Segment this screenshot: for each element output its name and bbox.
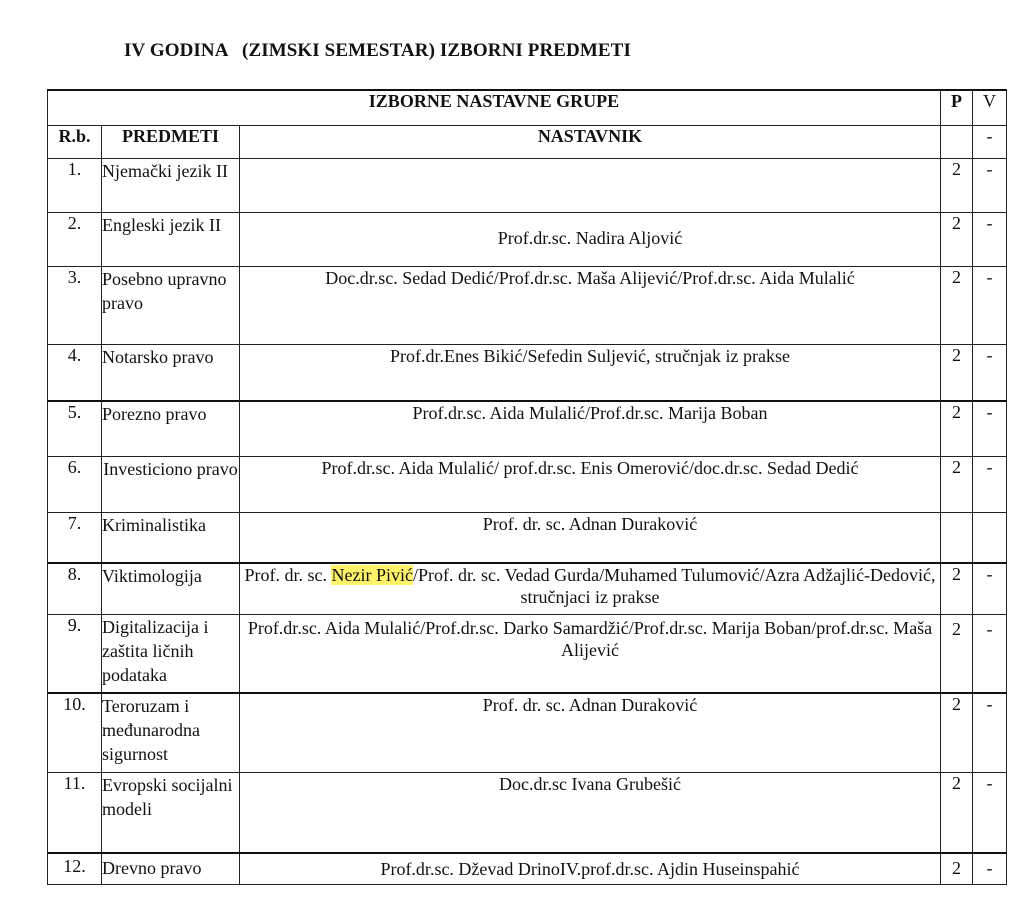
teacher-cell — [240, 159, 941, 213]
table-row — [48, 773, 1007, 853]
v-cell: - — [973, 213, 1007, 267]
v-cell: - — [973, 345, 1007, 401]
row-number: 4. — [48, 345, 102, 401]
subject-header: PREDMETI — [102, 126, 240, 159]
teacher-cell: Prof.dr.sc. Aida Mulalić/Prof.dr.sc. Darko Samardžić/Prof.dr.sc. Marija Boban/prof.dr.sc. Maša Alijević — [240, 615, 941, 693]
table-row — [48, 345, 1007, 401]
row-number: 9. — [48, 615, 102, 693]
p-cell: 2 — [941, 693, 973, 773]
v-cell: - — [973, 159, 1007, 213]
page-title: IV GODINA (ZIMSKI SEMESTAR) IZBORNI PREDMETI — [124, 40, 631, 61]
p-cell: 2 — [941, 345, 973, 401]
table-row — [48, 159, 1007, 213]
row-number: 2. — [48, 213, 102, 267]
row-number: 10. — [48, 693, 102, 773]
teacher-cell: Prof. dr. sc. Adnan Duraković — [240, 693, 941, 773]
row-number: 11. — [48, 773, 102, 853]
teacher-cell: Doc.dr.sc Ivana Grubešić — [240, 773, 941, 853]
v-cell: - — [973, 773, 1007, 853]
table-header-row — [48, 90, 1007, 126]
row-number: 1. — [48, 159, 102, 213]
table-row — [48, 457, 1007, 513]
group-header: IZBORNE NASTAVNE GRUPE — [48, 90, 941, 126]
table-row — [48, 213, 1007, 267]
v-header-dash: - — [973, 126, 1007, 159]
table-row — [48, 401, 1007, 457]
subject-cell: Viktimologija — [102, 563, 240, 615]
p-cell: 2 — [941, 457, 973, 513]
teacher-cell: Prof. dr. sc. Adnan Duraković — [240, 513, 941, 563]
row-number: 8. — [48, 563, 102, 615]
subject-cell: Notarsko pravo — [102, 345, 240, 401]
teacher-cell — [240, 563, 941, 615]
v-cell — [973, 513, 1007, 563]
table-row — [48, 693, 1007, 773]
p-cell: 2 — [941, 159, 973, 213]
rb-header: R.b. — [48, 126, 102, 159]
teacher-text-post: /Prof. dr. sc. Vedad Gurda/Muhamed Tulumović/Azra Adžajlić-Dedović, stručnjaci iz prakse — [412, 564, 936, 607]
teacher-cell: Prof.dr.Enes Bikić/Sefedin Suljević, stručnjak iz prakse — [240, 345, 941, 401]
p-cell — [941, 513, 973, 563]
subject-cell: Drevno pravo — [102, 853, 240, 885]
p-cell: 2 — [941, 401, 973, 457]
subject-cell: Kriminalistika — [102, 513, 240, 563]
highlighted-name: Nezir Pivić — [331, 564, 413, 585]
row-number: 12. — [48, 853, 102, 885]
elective-courses-table — [47, 89, 1007, 885]
subject-cell: Digitalizacija i zaštita ličnih podataka — [102, 615, 240, 693]
table-row — [48, 513, 1007, 563]
v-cell: - — [973, 457, 1007, 513]
v-cell: - — [973, 563, 1007, 615]
v-cell: - — [973, 267, 1007, 345]
v-header: V — [973, 90, 1007, 126]
p-cell: 2 — [941, 615, 973, 693]
table-row — [48, 615, 1007, 693]
row-number: 3. — [48, 267, 102, 345]
subject-cell: Teroruzam i međunarodna sigurnost — [102, 693, 240, 773]
row-number: 7. — [48, 513, 102, 563]
teacher-text-pre: Prof. dr. sc. — [244, 564, 332, 585]
subject-cell: Evropski socijalni modeli — [102, 773, 240, 853]
p-cell: 2 — [941, 773, 973, 853]
subject-cell: Engleski jezik II — [102, 213, 240, 267]
v-cell: - — [973, 853, 1007, 885]
teacher-cell: Prof.dr.sc. Nadira Aljović — [240, 213, 941, 267]
p-header: P — [941, 90, 973, 126]
row-number: 5. — [48, 401, 102, 457]
p-cell: 2 — [941, 213, 973, 267]
p-header-empty — [941, 126, 973, 159]
row-number: 6. — [48, 457, 102, 513]
v-cell: - — [973, 693, 1007, 773]
p-cell: 2 — [941, 563, 973, 615]
teacher-cell: Doc.dr.sc. Sedad Dedić/Prof.dr.sc. Maša Alijević/Prof.dr.sc. Aida Mulalić — [240, 267, 941, 345]
p-cell: 2 — [941, 853, 973, 885]
subject-cell: Porezno pravo — [102, 401, 240, 457]
p-cell: 2 — [941, 267, 973, 345]
column-header-row — [48, 126, 1007, 159]
table-row — [48, 853, 1007, 885]
v-cell: - — [973, 401, 1007, 457]
subject-cell: Njemački jezik II — [102, 159, 240, 213]
subject-cell: Posebno upravno pravo — [102, 267, 240, 345]
teacher-cell: Prof.dr.sc. Dževad DrinoIV.prof.dr.sc. Ajdin Huseinspahić — [240, 853, 941, 885]
teacher-cell: Prof.dr.sc. Aida Mulalić/Prof.dr.sc. Marija Boban — [240, 401, 941, 457]
table-row — [48, 267, 1007, 345]
teacher-header: NASTAVNIK — [240, 126, 941, 159]
subject-cell: Investiciono pravo — [102, 457, 240, 513]
v-cell: - — [973, 615, 1007, 693]
teacher-cell: Prof.dr.sc. Aida Mulalić/ prof.dr.sc. Enis Omerović/doc.dr.sc. Sedad Dedić — [240, 457, 941, 513]
table-row — [48, 563, 1007, 615]
